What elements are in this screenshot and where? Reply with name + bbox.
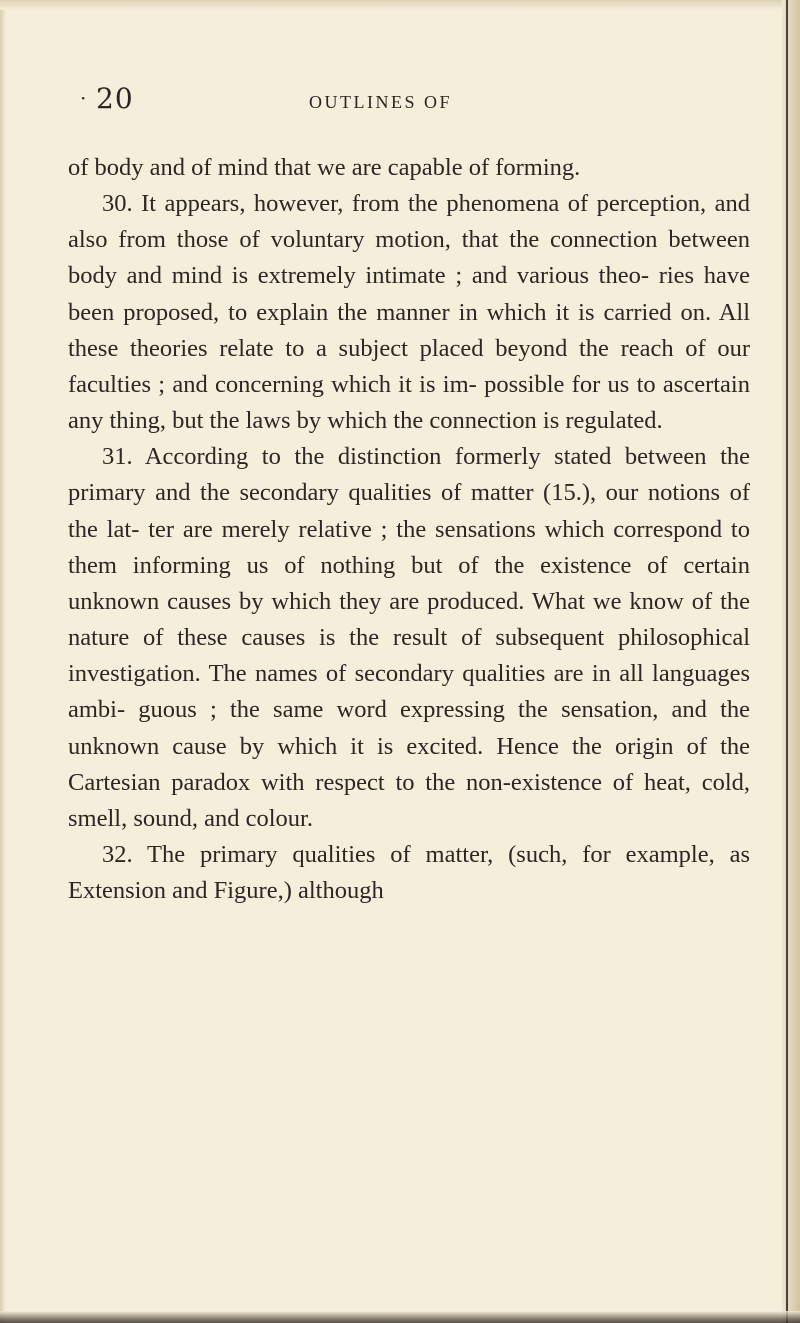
page-body: [68, 150, 750, 909]
page-number: · 20: [96, 82, 134, 115]
page-header: [0, 82, 800, 132]
paragraph-31: 31. According to the distinction formerly stated between the primary and the secondary qualities of matter (15.), our notions of the lat- ter are merely relative ; the sensations which correspond to them informing us of nothing but of the existence of certain unknown causes by which they are produced. What we know of the nature of these causes is the result of subsequent philosophical investigation. The names of secondary qualities are in all languages ambi- guous ; the same word expressing the sensation, and the unknown cause by which it is excited. Hence the origin of the Cartesian paradox with respect to the non-existence of heat, cold, smell, sound, and colour.: [68, 443, 750, 832]
page-bottom-edge: [0, 1311, 800, 1323]
running-head: OUTLINES OF: [309, 92, 452, 112]
page-top-edge: [0, 0, 800, 10]
paragraph-30: 30. It appears, however, from the phenomena of perception, and also from those of voluntary motion, that the connection between body and mind is extremely intimate ; and various theo- ries have been proposed, to explain the manner in which it is carried on. All these theories relate to a subject placed beyond the reach of our faculties ; and concerning which it is im- possible for us to ascertain any thing, but the laws by which the connection is regulated.: [68, 190, 750, 435]
paragraph-continuation: of body and of mind that we are capable of forming.: [68, 154, 581, 181]
page-edge-line: [786, 0, 788, 1323]
page-right-edge: [782, 0, 800, 1323]
paragraph-32: 32. The primary qualities of matter, (such, for example, as Extension and Figure,) although: [68, 840, 750, 905]
page-left-edge: [0, 0, 6, 1323]
